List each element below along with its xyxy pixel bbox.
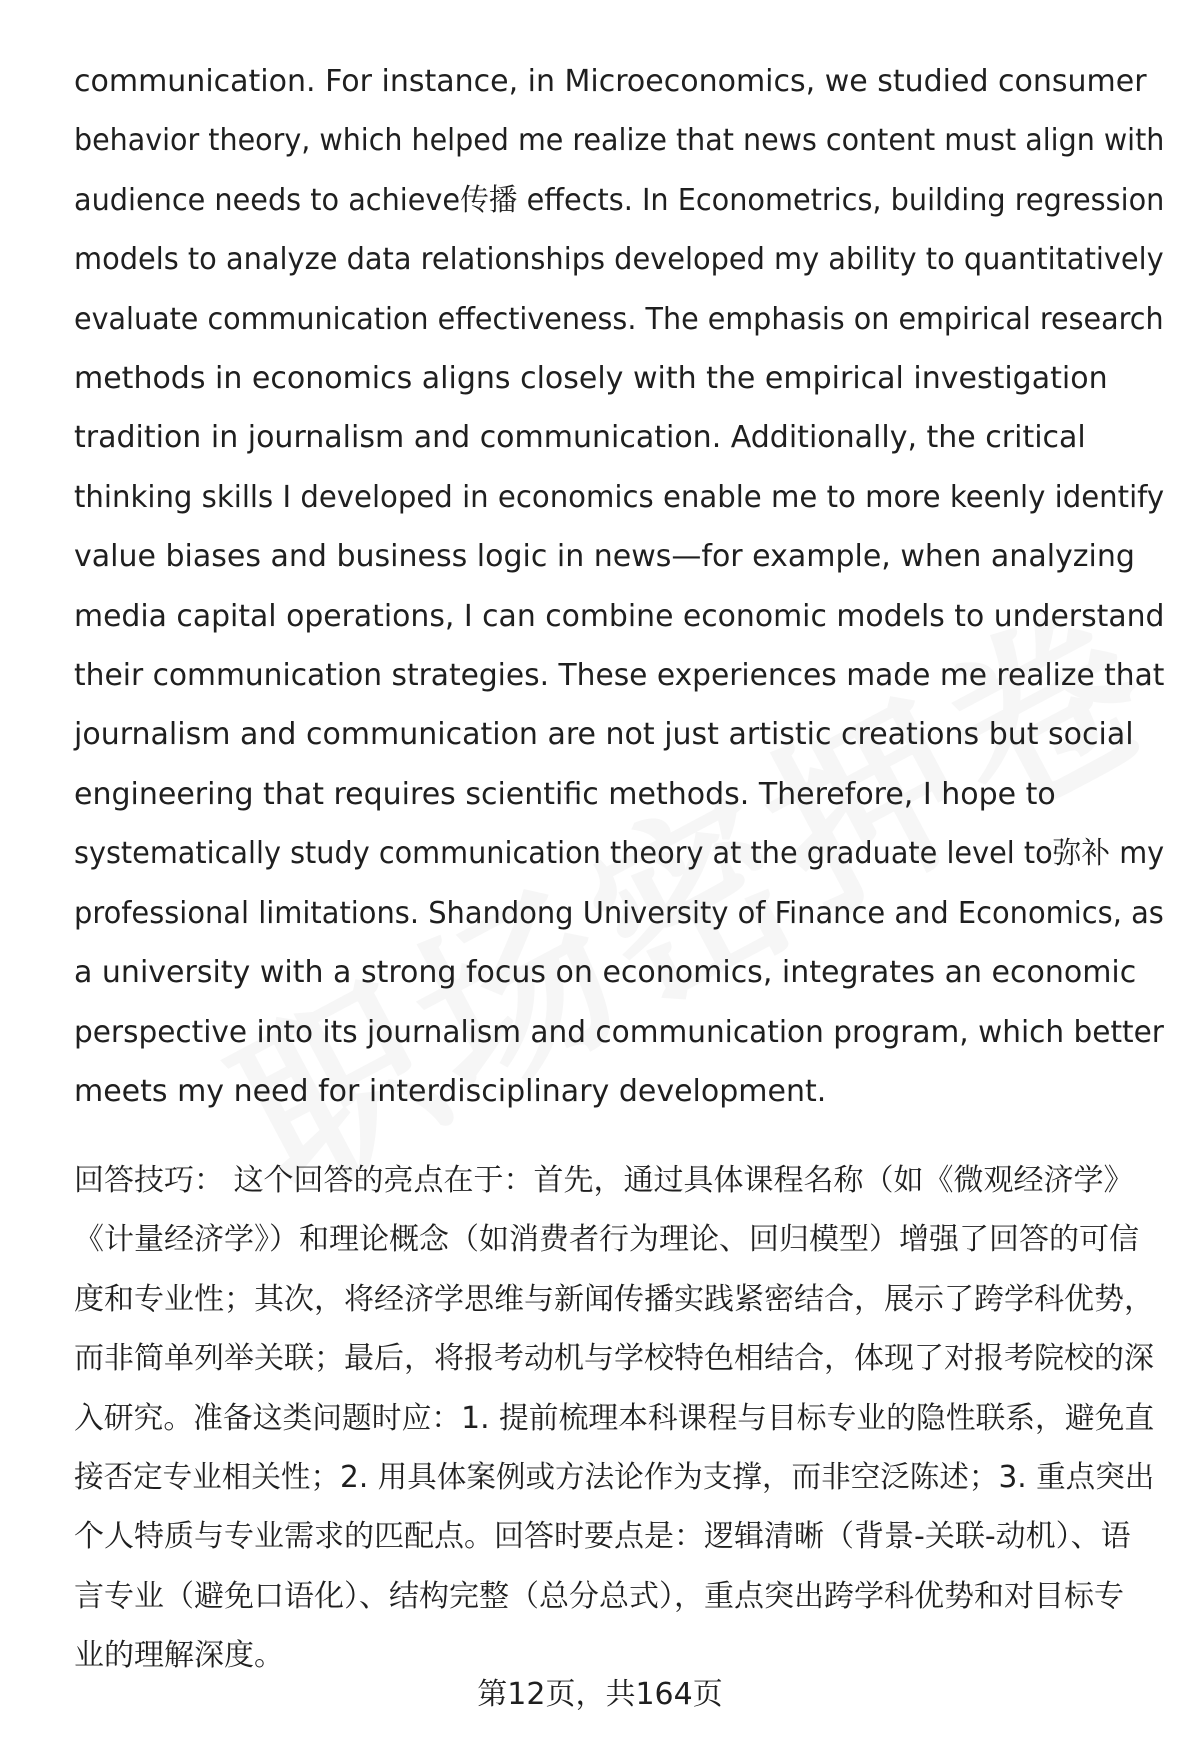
answer-line: evaluate communication effectiveness. The emphasis on empirical research bbox=[74, 301, 1164, 337]
answer-line: professional limitations. Shandong University of Finance and Economics, as bbox=[74, 895, 1164, 931]
answer-line: media capital operations, I can combine economic models to understand bbox=[74, 598, 1165, 634]
answer-line: communication. For instance, in Microeconomics, we studied consumer bbox=[74, 64, 1147, 99]
tips-line: 度和专业性；其次，将经济学思维与新闻传播实践紧密结合，展示了跨学科优势， bbox=[74, 1281, 1154, 1317]
answer-line: tradition in journalism and communication. Additionally, the critical bbox=[74, 420, 1086, 456]
tips-line: 入研究。准备这类问题时应：1. 提前梳理本科课程与目标专业的隐性联系，避免直 bbox=[74, 1400, 1155, 1436]
answer-line: a university with a strong focus on economics, integrates an economic bbox=[74, 955, 1137, 991]
answer-line: value biases and business logic in news—for example, when analyzing bbox=[74, 539, 1135, 575]
tips-line: 《计量经济学》）和理论概念（如消费者行为理论、回归模型）增强了回答的可信 bbox=[74, 1222, 1139, 1258]
answer-line: engineering that requires scientific methods. Therefore, I hope to bbox=[74, 776, 1056, 812]
answer-line: methods in economics aligns closely with the empirical investigation bbox=[74, 361, 1108, 397]
answer-paragraph bbox=[74, 52, 1164, 1121]
answer-line: meets my need for interdisciplinary development. bbox=[74, 1073, 827, 1109]
tips-line: 而非简单列举关联；最后，将报考动机与学校特色相结合，体现了对报考院校的深 bbox=[74, 1341, 1154, 1377]
page-number: 第12页，共164页 bbox=[477, 1677, 723, 1712]
answer-line: their communication strategies. These experiences made me realize that bbox=[74, 658, 1165, 694]
answer-tips-paragraph bbox=[74, 1151, 1154, 1686]
answer-line: audience needs to achieve传播 effects. In Econometrics, building regression bbox=[74, 182, 1165, 218]
answer-line: systematically study communication theory at the graduate level to弥补 my bbox=[74, 836, 1165, 872]
tips-line: 业的理解深度。 bbox=[74, 1638, 284, 1674]
tips-line: 言专业（避免口语化）、结构完整（总分总式），重点突出跨学科优势和对目标专 bbox=[74, 1578, 1124, 1614]
answer-line: thinking skills I developed in economics enable me to more keenly identify bbox=[74, 479, 1165, 515]
tips-line: 回答技巧： 这个回答的亮点在于：首先，通过具体课程名称（如《微观经济学》 bbox=[74, 1163, 1134, 1198]
answer-line: models to analyze data relationships developed my ability to quantitatively bbox=[74, 242, 1164, 278]
tips-line: 接否定专业相关性；2. 用具体案例或方法论作为支撑，而非空泛陈述；3. 重点突出 bbox=[74, 1460, 1155, 1496]
tips-line: 个人特质与专业需求的匹配点。回答时要点是：逻辑清晰（背景-关联-动机）、语 bbox=[74, 1519, 1131, 1555]
answer-line: journalism and communication are not just artistic creations but social bbox=[74, 717, 1134, 753]
answer-line: perspective into its journalism and communication program, which better bbox=[74, 1014, 1164, 1050]
answer-line: behavior theory, which helped me realize that news content must align with bbox=[74, 123, 1165, 159]
